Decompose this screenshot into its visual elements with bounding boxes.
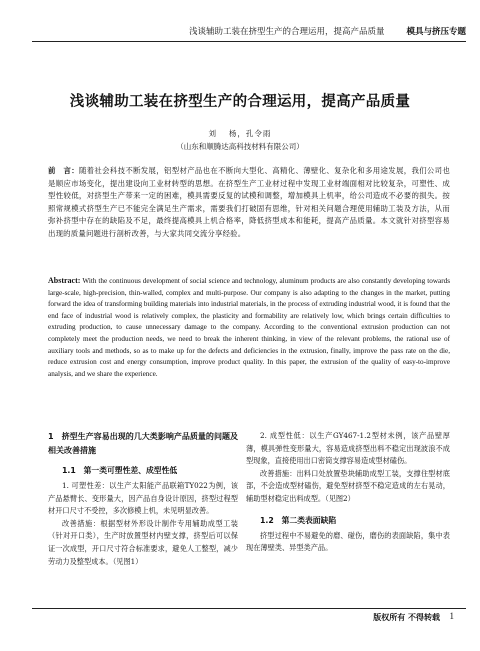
sub-heading: 1.2 第二类表面缺陷 — [260, 515, 337, 525]
page-number: 1 — [449, 611, 454, 621]
article-authors: 刘 杨，孔令雨 — [208, 129, 272, 138]
header-rule — [32, 41, 466, 42]
footer-rule — [32, 608, 466, 609]
sub-heading: 1.1 第一类可塑性差、成型性低 — [62, 466, 178, 475]
english-abstract-text: With the continuous development of social science and technology, aluminum products are also constantly developing towards large-scale, high-precision, thin-walled, complex and multi-purpose. Our company is also adapting to the changes in the market, putting forward the idea of transforming building materials into industrial materials, in the process of extruding industrial wood, it is found that the end face of industrial wood is relatively complex, the plasticity and formability are relatively low, which brings certain difficulties to extruding production, to cause unnecessary damage to the company. According to the conventional extrusion production can not completely meet the production needs, we need to break the inherent thinking, in view of the relevant problems, the rational use of auxiliary tools and methods, so as to make up for the defects and deficiencies in the extrusion, finally, improve the pass rate on the die, reduce extrusion cost and energy consumption, improve product quality. In this paper, the extrusion of the quality of easy-to-improve analysis, and we share the experience. — [48, 277, 451, 378]
page-header — [0, 0, 480, 38]
english-abstract-label: Abstract: — [48, 276, 81, 285]
article-affiliation: （山东和顺腾达高科技材料有限公司） — [176, 142, 304, 151]
running-header — [189, 25, 466, 37]
english-abstract — [48, 275, 450, 380]
paragraph: 挤型过程中不易避免的磨、碰伤，磨伤的表面缺陷，集中表现在薄壁类、异型类产品。 — [246, 530, 450, 553]
article-title: 浅谈辅助工装在挤型生产的合理运用，提高产品质量 — [69, 93, 411, 110]
chinese-abstract — [48, 165, 450, 241]
paragraph: 2. 成型性低：以生产GY467-1.2型材未例，该产品壁厚薄，模具弹性变形量大，容易造成挤型出料不稳定出现波浪不成型现象，直接使用出口密筒支撑容易造成型材磕伤。 — [246, 431, 450, 466]
paragraph: 改善措施：出料口处放置垫块辅助成型工装，支撑住型材底部，不会造成型材磕伤，避免型材挤型不稳定造成的左右晃动，辅助型材稳定出料成型。（见图2） — [246, 468, 450, 503]
running-header-section: 模具与挤压专题 — [406, 27, 466, 37]
section-heading: 1 挤型生产容易出现的几大类影响产品质量的问题及相关改善措施 — [48, 432, 238, 455]
running-header-title: 浅谈辅助工装在挤型生产的合理运用，提高产品质量 — [188, 27, 385, 37]
paragraph: 改善措施：根据型材外形设计制作专用辅助成型工装（针对开口类），生产时放置型材内壁支撑，挤型后可以保证一次成型，开口尺寸符合标准要求，避免人工整型，减少劳动力及整型成本。（见图1） — [48, 518, 238, 566]
copyright-notice: 版权所有 不得转载 — [373, 612, 440, 622]
chinese-abstract-label: 前 言： — [48, 166, 79, 175]
left-column — [48, 430, 238, 568]
paragraph: 1. 可塑性差：以生产太阳能产品联箱TY022为例，该产品悬臂长、变形量大，因产品自身设计原因，挤型过程型材开口尺寸不受控，多次修模上机，未见明显改善。 — [48, 481, 238, 516]
right-column — [246, 430, 450, 555]
chinese-abstract-text: 随着社会科技不断发展，铝型材产品也在不断向大型化、高精化、薄壁化、复杂化和多用途发展，我们公司也是顺应市场变化，提出建设向工业材转型的思想。在挤型生产工业材过程中发现工业材端面相对比较复杂，可塑性、成型性较低，对挤型生产带来一定的困难，模具需要反复的试模和调整，增加模具上机率，给公司造成不必要的损失。按照常规模式挤型生产已不能完全满足生产需求，需要我们打破固有思维，针对相关问题合理使用辅助工装及方法，从而弥补挤型中存在的缺陷及不足，最终提高模具上机合格率，降低挤型成本和能耗，提高产品质量。本文就针对挤型容易出现的质量问题进行剖析改善，与大家共同交流分享经验。 — [48, 166, 450, 238]
